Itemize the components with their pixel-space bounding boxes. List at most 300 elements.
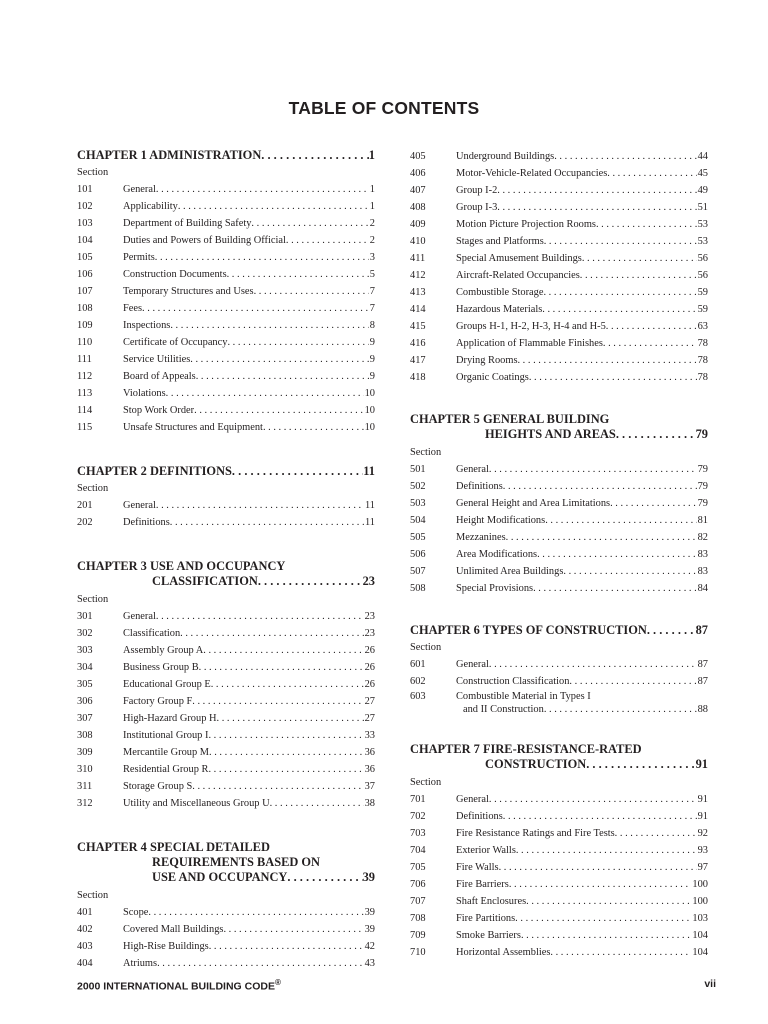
leader-dots (180, 625, 363, 642)
section-number: 104 (77, 235, 93, 246)
section-page: 2 (369, 235, 375, 246)
toc-entry[interactable] (77, 300, 375, 317)
section-title: Hazardous Materials (456, 304, 543, 315)
section-page: 91 (697, 794, 708, 805)
section-title: Educational Group E (123, 679, 211, 690)
section-number: 305 (77, 679, 93, 690)
section-page: 2 (369, 218, 375, 229)
section-page: 39 (364, 924, 375, 935)
leader-dots (166, 385, 364, 402)
leader-dots (261, 148, 369, 163)
section-number: 114 (77, 405, 93, 416)
chapter-3-entries (77, 608, 375, 812)
leader-dots (157, 955, 364, 972)
section-title: Special Amusement Buildings (456, 253, 582, 264)
chapter-4-entries (77, 904, 375, 972)
toc-entry[interactable] (410, 808, 708, 825)
toc-entry[interactable] (410, 825, 708, 842)
chapter-2-heading[interactable] (77, 464, 375, 479)
toc-entry[interactable] (410, 580, 708, 597)
section-title-line1: Combustible Material in Types I (456, 691, 591, 702)
toc-entry[interactable] (77, 368, 375, 385)
toc-entry[interactable] (77, 904, 375, 921)
section-number: 402 (77, 924, 93, 935)
toc-entry[interactable] (410, 284, 708, 301)
toc-entry[interactable] (410, 910, 708, 927)
section-number: 108 (77, 303, 93, 314)
toc-entry[interactable] (77, 795, 375, 812)
leader-dots (509, 876, 692, 893)
section-title: Smoke Barriers (456, 930, 521, 941)
section-page: 37 (364, 781, 375, 792)
section-title: Unlimited Area Buildings (456, 566, 564, 577)
section-number: 308 (77, 730, 93, 741)
footer-page-number: vii (704, 978, 716, 990)
leader-dots (254, 283, 369, 300)
section-page: 39 (364, 907, 375, 918)
leader-dots (203, 642, 363, 659)
section-title: Motor-Vehicle-Related Occupancies (456, 168, 608, 179)
toc-entry[interactable] (410, 512, 708, 529)
section-page: 97 (697, 862, 708, 873)
toc-entry[interactable] (77, 693, 375, 710)
toc-entry[interactable] (410, 182, 708, 199)
section-title: Permits (123, 252, 155, 263)
toc-entry[interactable] (77, 181, 375, 198)
chapter-title: CHAPTER 6 TYPES OF CONSTRUCTION (410, 623, 647, 637)
toc-entry[interactable] (77, 921, 375, 938)
section-page: 92 (697, 828, 708, 839)
section-number: 310 (77, 764, 93, 775)
section-title: Service Utilities (123, 354, 191, 365)
section-number: 113 (77, 388, 93, 399)
section-title: Construction Classification (456, 676, 570, 687)
section-number: 710 (410, 947, 426, 958)
section-title: Aircraft-Related Occupancies (456, 270, 580, 281)
toc-entry[interactable] (77, 351, 375, 368)
section-title: Certificate of Occupancy (123, 337, 228, 348)
leader-dots (199, 659, 364, 676)
leader-dots (156, 497, 364, 514)
leader-dots (526, 893, 691, 910)
toc-entry[interactable] (77, 198, 375, 215)
section-number: 112 (77, 371, 93, 382)
section-title: Horizontal Assemblies (456, 947, 551, 958)
leader-dots (542, 301, 696, 318)
section-page: 78 (697, 338, 708, 349)
section-number: 115 (77, 422, 93, 433)
section-page: 10 (364, 405, 375, 416)
section-label: Section (77, 594, 109, 605)
section-title: Institutional Group I (123, 730, 209, 741)
leader-dots (489, 656, 697, 673)
toc-entry[interactable] (410, 335, 708, 352)
section-title: Business Group B (123, 662, 199, 673)
section-title: Exterior Walls (456, 845, 516, 856)
section-title: Group I-3 (456, 202, 498, 213)
toc-entry[interactable] (77, 419, 375, 436)
section-number: 705 (410, 862, 426, 873)
toc-entry[interactable] (77, 514, 375, 531)
section-number: 401 (77, 907, 93, 918)
chapter-1-heading[interactable] (77, 148, 375, 163)
toc-entry[interactable] (77, 938, 375, 955)
toc-entry[interactable] (410, 546, 708, 563)
section-title: Special Provisions (456, 583, 534, 594)
leader-dots (517, 352, 696, 369)
leader-dots (544, 703, 697, 716)
leader-dots (156, 181, 369, 198)
section-number: 408 (410, 202, 426, 213)
toc-entry[interactable] (77, 334, 375, 351)
leader-dots (580, 267, 697, 284)
section-label: Section (77, 483, 109, 494)
leader-dots (515, 910, 691, 927)
section-page: 7 (369, 286, 375, 297)
section-title: Atriums (123, 958, 158, 969)
section-title: General (123, 500, 156, 511)
leader-dots (615, 825, 697, 842)
leader-dots (499, 859, 697, 876)
section-page: 43 (364, 958, 375, 969)
toc-entry[interactable] (77, 283, 375, 300)
toc-entry[interactable] (77, 676, 375, 693)
section-page: 53 (697, 219, 708, 230)
toc-entry[interactable] (410, 842, 708, 859)
section-page: 56 (697, 270, 708, 281)
toc-entry[interactable] (77, 215, 375, 232)
section-title: Fire Resistance Ratings and Fire Tests (456, 828, 615, 839)
toc-entry[interactable] (410, 563, 708, 580)
leader-dots (610, 495, 697, 512)
chapter-1-entries (77, 181, 375, 436)
section-title: Duties and Powers of Building Official (123, 235, 286, 246)
chapter-title-line1: CHAPTER 4 SPECIAL DETAILED (77, 840, 270, 854)
leader-dots (223, 921, 363, 938)
toc-entry[interactable] (77, 266, 375, 283)
section-title: Mezzanines (456, 532, 506, 543)
section-label: Section (410, 642, 442, 653)
section-title: Underground Buildings (456, 151, 555, 162)
section-number: 416 (410, 338, 426, 349)
section-page: 5 (369, 269, 375, 280)
section-page: 23 (364, 628, 375, 639)
chapter-title-line2: CLASSIFICATION (152, 574, 258, 588)
section-number: 311 (77, 781, 93, 792)
section-page: 36 (364, 747, 375, 758)
toc-entry[interactable] (77, 744, 375, 761)
toc-entry[interactable] (410, 927, 708, 944)
section-title: Stages and Platforms (456, 236, 544, 247)
section-page: 56 (697, 253, 708, 264)
chapter-3-heading[interactable] (77, 559, 375, 589)
leader-dots (497, 199, 696, 216)
leader-dots (270, 795, 364, 812)
section-page: 1 (369, 184, 375, 195)
section-title: Construction Documents (123, 269, 227, 280)
section-page: 100 (692, 879, 708, 890)
section-number: 706 (410, 879, 426, 890)
section-page: 26 (364, 662, 375, 673)
leader-dots (142, 300, 369, 317)
leader-dots (497, 182, 696, 199)
chapter-6-heading[interactable] (410, 623, 708, 638)
section-title: Shaft Enclosures (456, 896, 527, 907)
section-title: Combustible Storage (456, 287, 544, 298)
toc-entry[interactable] (410, 893, 708, 910)
section-page: 38 (364, 798, 375, 809)
toc-entry[interactable] (77, 232, 375, 249)
chapter-title-line1: CHAPTER 7 FIRE-RESISTANCE-RATED (410, 742, 642, 756)
section-title: Covered Mall Buildings (123, 924, 224, 935)
section-page: 9 (369, 354, 375, 365)
toc-entry[interactable] (77, 761, 375, 778)
section-number: 503 (410, 498, 426, 509)
section-page: 79 (697, 464, 708, 475)
chapter-page: 91 (695, 757, 708, 771)
section-number: 502 (410, 481, 426, 492)
section-title: General (123, 611, 156, 622)
toc-entry[interactable] (410, 656, 708, 673)
chapter-page: 79 (695, 427, 708, 441)
toc-entry[interactable] (410, 673, 708, 690)
leader-dots (155, 249, 369, 266)
section-number: 418 (410, 372, 426, 383)
chapter-7-heading[interactable] (410, 742, 708, 772)
section-page: 27 (364, 713, 375, 724)
leader-dots (489, 791, 697, 808)
leader-dots (148, 904, 363, 921)
section-page: 93 (697, 845, 708, 856)
section-number: 409 (410, 219, 426, 230)
section-page: 23 (364, 611, 375, 622)
section-page: 10 (364, 422, 375, 433)
section-page: 79 (697, 498, 708, 509)
section-number: 111 (77, 354, 92, 365)
leader-dots (489, 461, 697, 478)
chapter-title: CHAPTER 2 DEFINITIONS (77, 464, 232, 478)
section-page: 84 (697, 583, 708, 594)
toc-entry-603[interactable] (410, 690, 708, 716)
section-number: 702 (410, 811, 426, 822)
leader-dots (545, 512, 696, 529)
leader-dots (603, 335, 697, 352)
toc-entry[interactable] (77, 625, 375, 642)
section-title: Definitions (123, 517, 170, 528)
leader-dots (537, 546, 697, 563)
toc-entry[interactable] (410, 944, 708, 961)
chapter-4-heading[interactable] (77, 840, 375, 885)
section-page: 49 (697, 185, 708, 196)
section-page: 9 (369, 337, 375, 348)
chapter-6-entries (410, 656, 708, 690)
toc-entry[interactable] (410, 165, 708, 182)
section-page: 100 (692, 896, 708, 907)
toc-entry[interactable] (410, 148, 708, 165)
toc-entry[interactable] (410, 495, 708, 512)
section-title: Groups H-1, H-2, H-3, H-4 and H-5 (456, 321, 606, 332)
chapter-page: 87 (695, 623, 708, 637)
toc-entry[interactable] (410, 301, 708, 318)
toc-entry[interactable] (410, 859, 708, 876)
section-page: 91 (697, 811, 708, 822)
section-number: 709 (410, 930, 426, 941)
section-number: 403 (77, 941, 93, 952)
section-number: 307 (77, 713, 93, 724)
section-number: 602 (410, 676, 426, 687)
section-page: 78 (697, 372, 708, 383)
toc-entry[interactable] (410, 529, 708, 546)
toc-entry[interactable] (410, 318, 708, 335)
toc-entry[interactable] (410, 876, 708, 893)
toc-entry[interactable] (77, 608, 375, 625)
leader-dots (563, 563, 696, 580)
section-number: 407 (410, 185, 426, 196)
section-title: Motion Picture Projection Rooms (456, 219, 596, 230)
toc-entry[interactable] (77, 642, 375, 659)
section-label: Section (77, 890, 109, 901)
toc-entry[interactable] (410, 791, 708, 808)
section-label: Section (77, 167, 109, 178)
leader-dots (607, 165, 696, 182)
section-title: Area Modifications (456, 549, 538, 560)
toc-entry[interactable] (410, 233, 708, 250)
section-title: Height Modifications (456, 515, 546, 526)
toc-entry[interactable] (77, 778, 375, 795)
section-number: 301 (77, 611, 93, 622)
toc-entry[interactable] (77, 317, 375, 334)
leader-dots (506, 529, 697, 546)
section-title: Group I-2 (456, 185, 498, 196)
section-page: 81 (697, 515, 708, 526)
leader-dots (533, 580, 697, 597)
chapter-title-line1: CHAPTER 5 GENERAL BUILDING (410, 412, 610, 426)
section-number: 507 (410, 566, 426, 577)
toc-entry[interactable] (410, 267, 708, 284)
leader-dots (529, 369, 697, 386)
toc-entry[interactable] (410, 461, 708, 478)
section-page: 42 (364, 941, 375, 952)
section-label: Section (410, 777, 442, 788)
section-title: Drying Rooms (456, 355, 518, 366)
section-title: Residential Group R (123, 764, 209, 775)
section-page: 87 (697, 659, 708, 670)
section-title: Department of Building Safety (123, 218, 252, 229)
section-number: 508 (410, 583, 426, 594)
section-number: 415 (410, 321, 426, 332)
chapter-title-line3: USE AND OCCUPANCY (152, 870, 288, 884)
section-title: Fire Barriers (456, 879, 509, 890)
leader-dots (170, 317, 368, 334)
page-title: TABLE OF CONTENTS (288, 98, 480, 118)
section-number: 708 (410, 913, 426, 924)
section-page: 78 (697, 355, 708, 366)
section-number: 417 (410, 355, 426, 366)
section-number: 102 (77, 201, 93, 212)
section-number: 304 (77, 662, 93, 673)
toc-entry[interactable] (77, 402, 375, 419)
section-number: 412 (410, 270, 426, 281)
section-title: Storage Group S (123, 781, 193, 792)
leader-dots (606, 318, 697, 335)
section-page: 88 (697, 704, 708, 715)
chapter-page: 39 (362, 870, 375, 884)
toc-entry[interactable] (77, 955, 375, 972)
toc-entry[interactable] (77, 497, 375, 514)
leader-dots (192, 778, 363, 795)
toc-entry[interactable] (410, 199, 708, 216)
section-page: 83 (697, 566, 708, 577)
toc-entry[interactable] (410, 250, 708, 267)
toc-entry[interactable] (77, 659, 375, 676)
section-title: Definitions (456, 481, 503, 492)
section-title: Fire Walls (456, 862, 499, 873)
footer-book-title: 2000 INTERNATIONAL BUILDING CODE® (77, 978, 281, 993)
toc-entry[interactable] (77, 727, 375, 744)
section-title: Mercantile Group M (123, 747, 209, 758)
section-number: 413 (410, 287, 426, 298)
leader-dots (208, 727, 363, 744)
chapter-title-line2: HEIGHTS AND AREAS (485, 427, 616, 441)
leader-dots (156, 608, 364, 625)
section-number: 103 (77, 218, 93, 229)
leader-dots (263, 419, 364, 436)
section-number: 704 (410, 845, 426, 856)
section-title-line2: and II Construction (463, 704, 544, 715)
section-number: 405 (410, 151, 426, 162)
section-page: 3 (369, 252, 375, 263)
toc-entry[interactable] (410, 352, 708, 369)
chapter-5-entries (410, 461, 708, 597)
section-number: 701 (410, 794, 426, 805)
section-number: 406 (410, 168, 426, 179)
chapter-title-line1: CHAPTER 3 USE AND OCCUPANCY (77, 559, 286, 573)
toc-entry[interactable] (77, 710, 375, 727)
section-title: General Height and Area Limitations (456, 498, 611, 509)
leader-dots (550, 944, 691, 961)
toc-entry[interactable] (410, 369, 708, 386)
leader-dots (286, 232, 369, 249)
leader-dots (192, 693, 363, 710)
registered-mark: ® (274, 978, 281, 987)
chapter-title: CHAPTER 1 ADMINISTRATION (77, 148, 262, 162)
leader-dots (258, 574, 363, 589)
section-number: 107 (77, 286, 93, 297)
toc-entry[interactable] (77, 249, 375, 266)
section-number: 201 (77, 500, 93, 511)
section-page: 11 (364, 500, 375, 511)
section-title: General (456, 464, 489, 475)
leader-dots (543, 284, 696, 301)
section-number: 504 (410, 515, 426, 526)
leader-dots (194, 402, 363, 419)
section-number: 410 (410, 236, 426, 247)
leader-dots (208, 761, 363, 778)
chapter-page: 11 (363, 464, 375, 478)
toc-entry[interactable] (410, 216, 708, 233)
toc-entry[interactable] (410, 478, 708, 495)
leader-dots (596, 216, 697, 233)
chapter-page: 23 (362, 574, 375, 588)
section-number: 101 (77, 184, 93, 195)
section-title: Inspections (123, 320, 171, 331)
toc-left-column (77, 148, 375, 972)
leader-dots (227, 266, 369, 283)
leader-dots (647, 623, 696, 638)
section-title: Factory Group F (123, 696, 193, 707)
chapter-5-heading[interactable] (410, 412, 708, 442)
toc-entry[interactable] (77, 385, 375, 402)
